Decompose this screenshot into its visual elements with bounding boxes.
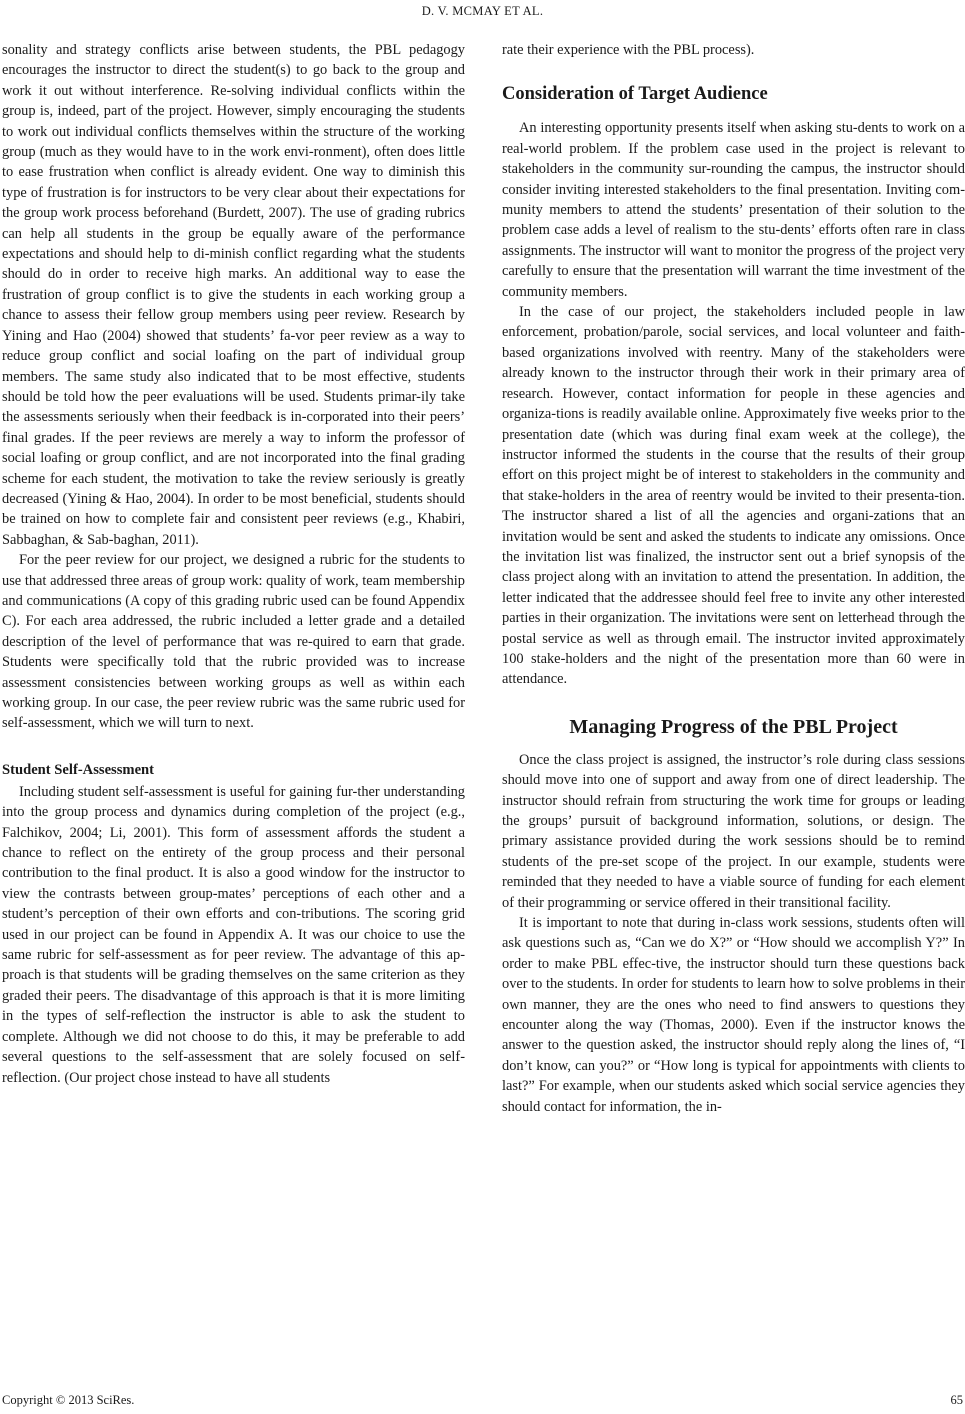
body-paragraph: sonality and strategy conflicts arise between students, the PBL pedagogy encourages the instructor to direct the student(s) to go back to the group and work it out without interference. Re-solving individual conflicts within the group is, indeed, part of the project. However, simply encouraging the students to work out individual conflicts themselves within the structure of the working group (much as they would have to in the work envi-ronment), often does little to ease frustration when conflict is already evident. One way to diminish this type of frustration is for instructors to be very clear about their expectations for the group work process beforehand (Burdett, 2007). The use of grading rubrics can help all students in the group be equally aware of the performance expectations and should help to di-minish conflict regarding what the students should do in order to receive high marks. An additional way to ease the frustration of group conflict is to give the students in each working group a chance to assess their fellow group members using peer review. Research by Yining and Hao (2004) showed that students’ fa-vor peer review as a way to reduce group conflict and social loafing on the part of individual group members. The same study also indicated that to be most effective, students should be told how the peer evaluations will be used. Students primar-ily take the assessments seriously when their feedback is in-corporated into their peers’ final grades. If the peer reviews are merely a way to inform the professor of social loafing or group conflict, and are not incorporated into the final grading scheme for each student, the motivation to take the review seriously is greatly decreased (Yining & Hao, 2004). In order to be most beneficial, students should be trained on how to complete fair and consistent peer reviews (e.g., Khabiri, Sabbaghan, & Sab-baghan, 2011). (2, 42, 465, 548)
body-paragraph: rate their experience with the PBL process). (502, 42, 755, 58)
section-heading: Managing Progress of the PBL Project (569, 715, 898, 738)
page-number: 65 (950, 1393, 963, 1407)
body-paragraph: For the peer review for our project, we designed a rubric for the students to use that addressed three areas of group work: quality of work, team membership and communications (A copy of this grading rubric used can be found Appendix C). For each area addressed, the rubric included a letter grade and a detailed description of the level of performance that was re-quired to earn that grade. Students were specifically told that the rubric provided was to increase assessment consistencies between working groups as well as within each working group. In our case, the peer review rubric was the same rubric used for self-assessment, which we will turn to next. (2, 552, 465, 732)
running-header: D. V. MCMAY ET AL. (421, 4, 544, 18)
body-paragraph: In the case of our project, the stakeholders included people in law enforcement, probation/parole, social services, and local volunteer and faith-based organizations involved with reentry. Many of the stakeholders were already known to the instructor through their work in their primary area of research. However, contact information for people in these agencies and organiza-tions is readily available online. Approximately five weeks prior to the presentation date (which was during final exam week at the college), the instructor informed the students in the course that the results of their group effort on this project might be of interest to stakeholders in the community and that stake-holders in the area of reentry would be invited to their presenta-tion. The instructor shared a list of all the agencies and organi-zations that an invitation would be sent and asked the students to indicate any omissions. Once the invitation list was finalized, the instructor sent out a brief synopsis of the class project along with an invitation to attend the presentation. In addition, the letter indicated that the addressee should feel free to invite any other interested parties in their organization. The invitations were sent on letterhead through the postal service as well as through email. The instructor invited approximately 100 stake-holders and the night of the presentation more than 60 were in attendance. (502, 304, 965, 688)
body-paragraph: An interesting opportunity presents itself when asking stu-dents to work on a real-world problem. If the problem case used in the project is relevant to stakeholders in the community sur-rounding the campus, the instructor should consider inviting interested stakeholders to the final presentation. Inviting com-munity members to attend the students’ presentation of their solution to the problem case adds a level of realism to the stu-dents’ efforts often rare in class assignments. The instructor will want to monitor the progress of the project very carefully to ensure that the presentation will warrant the time investment of the community members. (502, 120, 965, 300)
body-paragraph: It is important to note that during in-class work sessions, students often will ask questions such as, “Can we do X?” or “How should we accomplish Y?” In order to make PBL effec-tive, the instructor should turn these questions back over to the students. In order for students to learn how to solve problems in their own manner, they are the ones who need to find answers to questions they encounter along the way (Thomas, 2000). Even if the instructor knows the answer to the question asked, the instructor should reply along the lines of, “I don’t know, can you?” or “How long is typical for appointments with clients to last?” For example, when our students asked which social service agencies they should contact for information, the in- (502, 915, 965, 1115)
left-column (2, 40, 465, 1088)
subsection-heading: Student Self-Assessment (2, 761, 155, 778)
body-paragraph: Once the class project is assigned, the instructor’s role during class sessions should move into one of support and away from one of direct leadership. The instructor should refrain from structuring the work time for groups or leading the groups’ pursuit of background information, solutions, or design. The primary assistance provided during the work sessions should be to remind students of the pre-set scope of the project. In our example, students were reminded that they needed to have a viable source of funding for each element of their programming or service offered in their transitional facility. (502, 751, 965, 911)
copyright-notice: Copyright © 2013 SciRes. (2, 1393, 135, 1407)
section-heading: Consideration of Target Audience (502, 84, 768, 105)
body-paragraph: Including student self-assessment is useful for gaining fur-ther understanding into the group process and dynamics during completion of the project (e.g., Falchikov, 2004; Li, 2001). This form of assessment affords the student a chance to reflect on the entirety of the group process and their personal contribution to the final product. It is also a good window for the instructor to view the contrasts between group-mates’ perceptions of each other and a student’s perception of their own efforts and con-tributions. The scoring grid used in our project can be found in Appendix A. It was our choice to use the same rubric for self-assessment as for peer review. The advantage of this ap-proach is that students will be grading themselves on the same criterion as they graded their peers. The disadvantage of this approach is that it is more limiting in the types of self-reflection the instructor is able to ask the student to complete. Although we did not choose to do this, it may be preferable to add several questions to the self-assessment that are solely focused on self-reflection. (Our project chose instead to have all students (2, 783, 465, 1086)
right-column (502, 40, 965, 1117)
